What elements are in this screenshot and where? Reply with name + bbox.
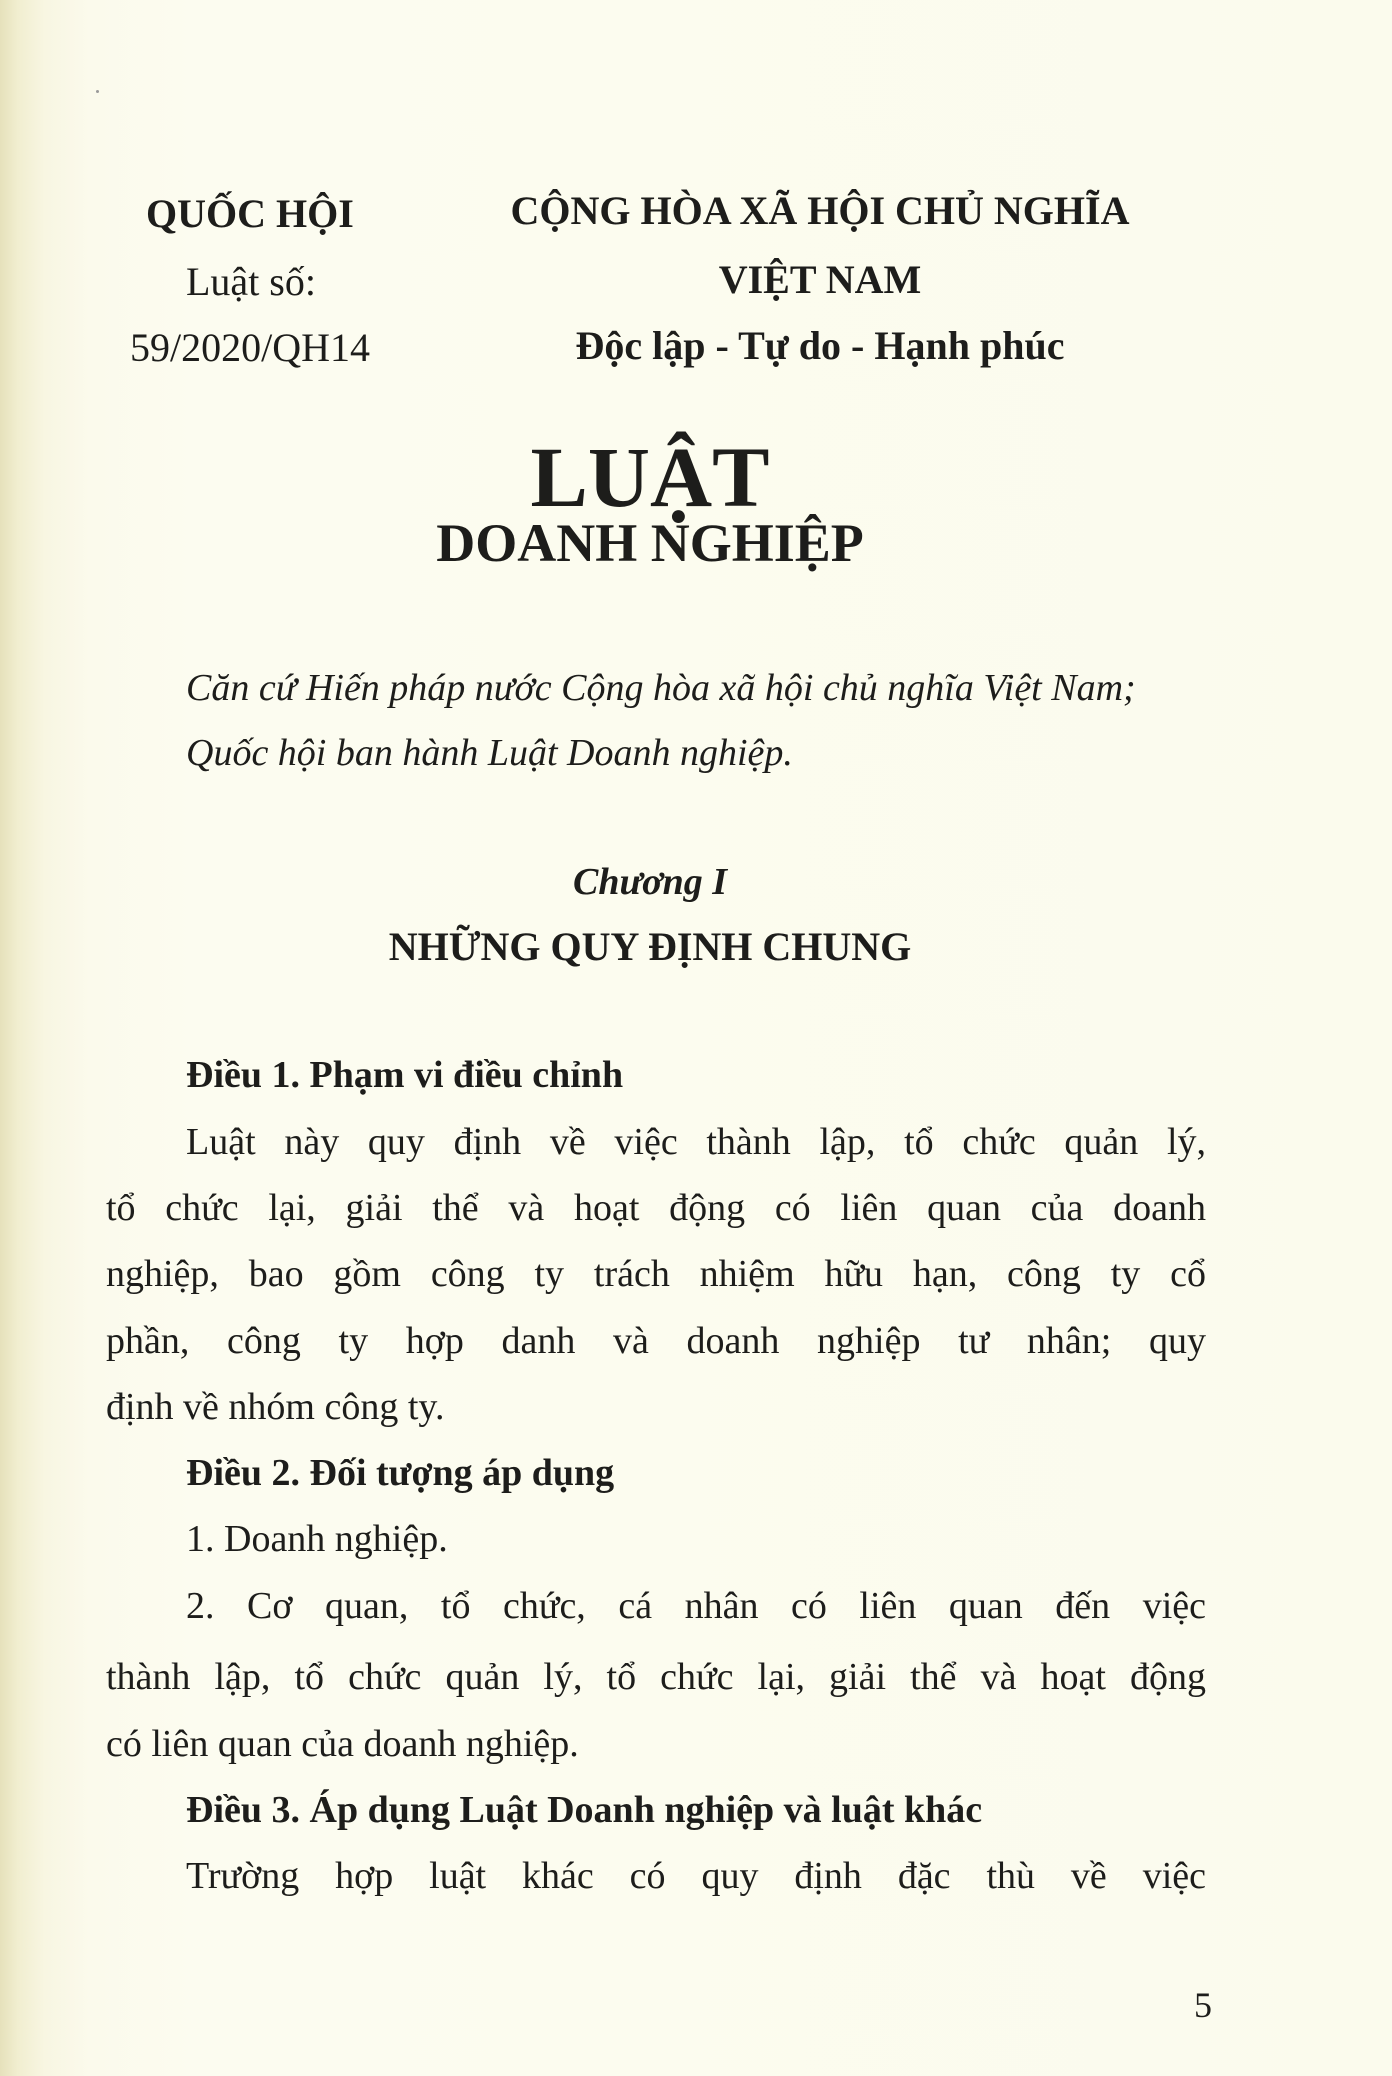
article-1-line-2: tổ chức lại, giải thể và hoạt động có liên quan của doanh (106, 1187, 1206, 1229)
article-3-line-1: Trường hợp luật khác có quy định đặc thù về việc (186, 1855, 1206, 1897)
law-number-label: Luật số: (186, 259, 316, 304)
preamble-line-2: Quốc hội ban hành Luật Doanh nghiệp. (186, 732, 793, 774)
national-motto: Độc lập - Tự do - Hạnh phúc (575, 323, 1065, 368)
preamble-line-1: Căn cứ Hiến pháp nước Cộng hòa xã hội chủ nghĩa Việt Nam; (186, 667, 1136, 709)
law-number: 59/2020/QH14 (130, 325, 370, 370)
chapter-label: Chương I (572, 861, 728, 903)
country-name-line2: VIỆT NAM (718, 257, 922, 302)
article-2-line-1: 1. Doanh nghiệp. (186, 1518, 448, 1560)
issuer: QUỐC HỘI (146, 191, 354, 236)
article-2-heading: Điều 2. Đối tượng áp dụng (186, 1452, 615, 1494)
article-2-line-2: 2. Cơ quan, tổ chức, cá nhân có liên quan đến việc (186, 1585, 1206, 1627)
article-3-heading: Điều 3. Áp dụng Luật Doanh nghiệp và luật khác (186, 1789, 983, 1831)
document-title: LUẬT (530, 429, 770, 525)
country-name-line1: CỘNG HÒA XÃ HỘI CHỦ NGHĨA (510, 188, 1130, 233)
article-1-line-1: Luật này quy định về việc thành lập, tổ chức quản lý, (186, 1121, 1206, 1163)
chapter-title: NHỮNG QUY ĐỊNH CHUNG (388, 924, 912, 969)
article-1-line-4: phần, công ty hợp danh và doanh nghiệp tư nhân; quy (106, 1320, 1206, 1362)
page-number: 5 (1194, 1985, 1212, 2025)
article-2-line-3: thành lập, tổ chức quản lý, tổ chức lại, giải thể và hoạt động (106, 1656, 1206, 1698)
article-1-heading: Điều 1. Phạm vi điều chỉnh (186, 1054, 624, 1096)
document-subtitle: DOANH NGHIỆP (436, 513, 864, 573)
article-2-line-4: có liên quan của doanh nghiệp. (106, 1723, 579, 1765)
speck-mark (96, 90, 99, 93)
article-1-line-3: nghiệp, bao gồm công ty trách nhiệm hữu hạn, công ty cổ (106, 1253, 1206, 1295)
article-1-line-5: định về nhóm công ty. (106, 1386, 445, 1428)
